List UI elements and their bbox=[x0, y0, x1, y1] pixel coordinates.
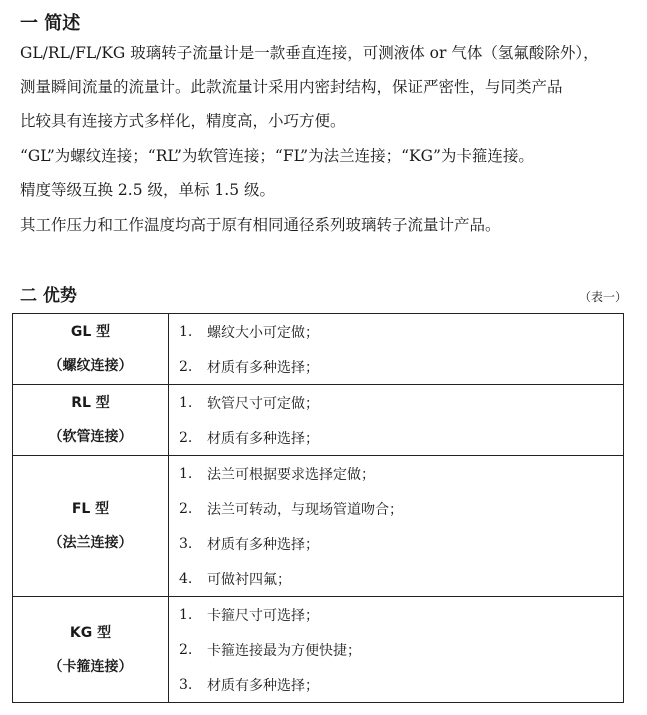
feature-text: 卡箍连接最为方便快捷； bbox=[207, 642, 361, 659]
type-label: FL 型 bbox=[71, 501, 110, 517]
features-cell bbox=[169, 456, 624, 597]
table-row bbox=[13, 597, 624, 703]
feature-item bbox=[169, 561, 623, 596]
feature-item bbox=[169, 632, 623, 667]
feature-number: 4. bbox=[179, 570, 193, 587]
type-label: RL 型 bbox=[71, 395, 110, 411]
overview-line: 精度等级互换 2.5 级，单标 1.5 级。 bbox=[20, 181, 276, 199]
feature-item bbox=[169, 456, 623, 491]
connection-type-cell bbox=[13, 456, 169, 597]
feature-text: 可做衬四氟； bbox=[207, 571, 291, 588]
feature-item bbox=[169, 491, 623, 526]
connection-type-cell bbox=[13, 314, 169, 385]
feature-number: 2. bbox=[179, 429, 193, 446]
table-row bbox=[13, 314, 624, 385]
section-heading-overview: 一 简述 bbox=[20, 13, 81, 34]
feature-number: 1. bbox=[179, 323, 193, 340]
connection-label: （卡箍连接） bbox=[48, 658, 133, 675]
feature-item bbox=[169, 385, 623, 420]
table-row bbox=[13, 456, 624, 597]
feature-number: 1. bbox=[179, 394, 193, 411]
overview-line: 比较具有连接方式多样化，精度高，小巧方便。 bbox=[20, 112, 346, 130]
feature-item bbox=[169, 526, 623, 561]
advantages-table bbox=[12, 313, 624, 703]
table-row bbox=[13, 385, 624, 456]
feature-text: 材质有多种选择； bbox=[207, 359, 319, 376]
feature-text: 法兰可转动，与现场管道吻合； bbox=[207, 501, 403, 518]
feature-text: 卡箍尺寸可选择； bbox=[207, 607, 319, 624]
feature-item bbox=[169, 349, 623, 384]
connection-label: （法兰连接） bbox=[48, 535, 133, 551]
feature-number: 1. bbox=[179, 606, 193, 623]
feature-number: 1. bbox=[179, 465, 193, 482]
feature-item bbox=[169, 420, 623, 455]
type-label: KG 型 bbox=[69, 624, 112, 641]
feature-item bbox=[169, 597, 623, 632]
feature-number: 2. bbox=[179, 358, 193, 375]
table-number: （表一） bbox=[578, 290, 627, 304]
section-heading-advantages: 二 优势 bbox=[20, 286, 77, 306]
overview-line: GL/RL/FL/KG 玻璃转子流量计是一款垂直连接，可测液体 or 气体（氢氟酸除外）， bbox=[20, 44, 599, 62]
feature-text: 螺纹大小可定做； bbox=[207, 324, 319, 341]
feature-text: 材质有多种选择； bbox=[207, 430, 319, 447]
features-cell bbox=[169, 597, 624, 703]
overview-line: 测量瞬间流量的流量计。此款流量计采用内密封结构，保证严密性，与同类产品 bbox=[20, 78, 563, 96]
connection-label: （软管连接） bbox=[48, 429, 133, 445]
connection-label: （螺纹连接） bbox=[48, 358, 133, 374]
feature-number: 2. bbox=[179, 641, 193, 658]
feature-text: 材质有多种选择； bbox=[207, 536, 319, 553]
feature-text: 法兰可根据要求选择定做； bbox=[207, 466, 375, 483]
features-cell bbox=[169, 314, 624, 385]
connection-type-cell bbox=[13, 597, 169, 703]
overview-line: “GL”为螺纹连接；“RL”为软管连接；“FL”为法兰连接；“KG”为卡箍连接。 bbox=[20, 147, 534, 165]
feature-number: 3. bbox=[179, 676, 193, 693]
feature-number: 3. bbox=[179, 535, 193, 552]
feature-text: 材质有多种选择； bbox=[207, 677, 319, 694]
feature-item bbox=[169, 314, 623, 349]
feature-item bbox=[169, 667, 623, 702]
features-cell bbox=[169, 385, 624, 456]
overview-line: 其工作压力和工作温度均高于原有相同通径系列玻璃转子流量计产品。 bbox=[20, 216, 501, 234]
type-label: GL 型 bbox=[70, 324, 111, 340]
feature-number: 2. bbox=[179, 500, 193, 517]
feature-text: 软管尺寸可定做； bbox=[207, 395, 319, 412]
connection-type-cell bbox=[13, 385, 169, 456]
